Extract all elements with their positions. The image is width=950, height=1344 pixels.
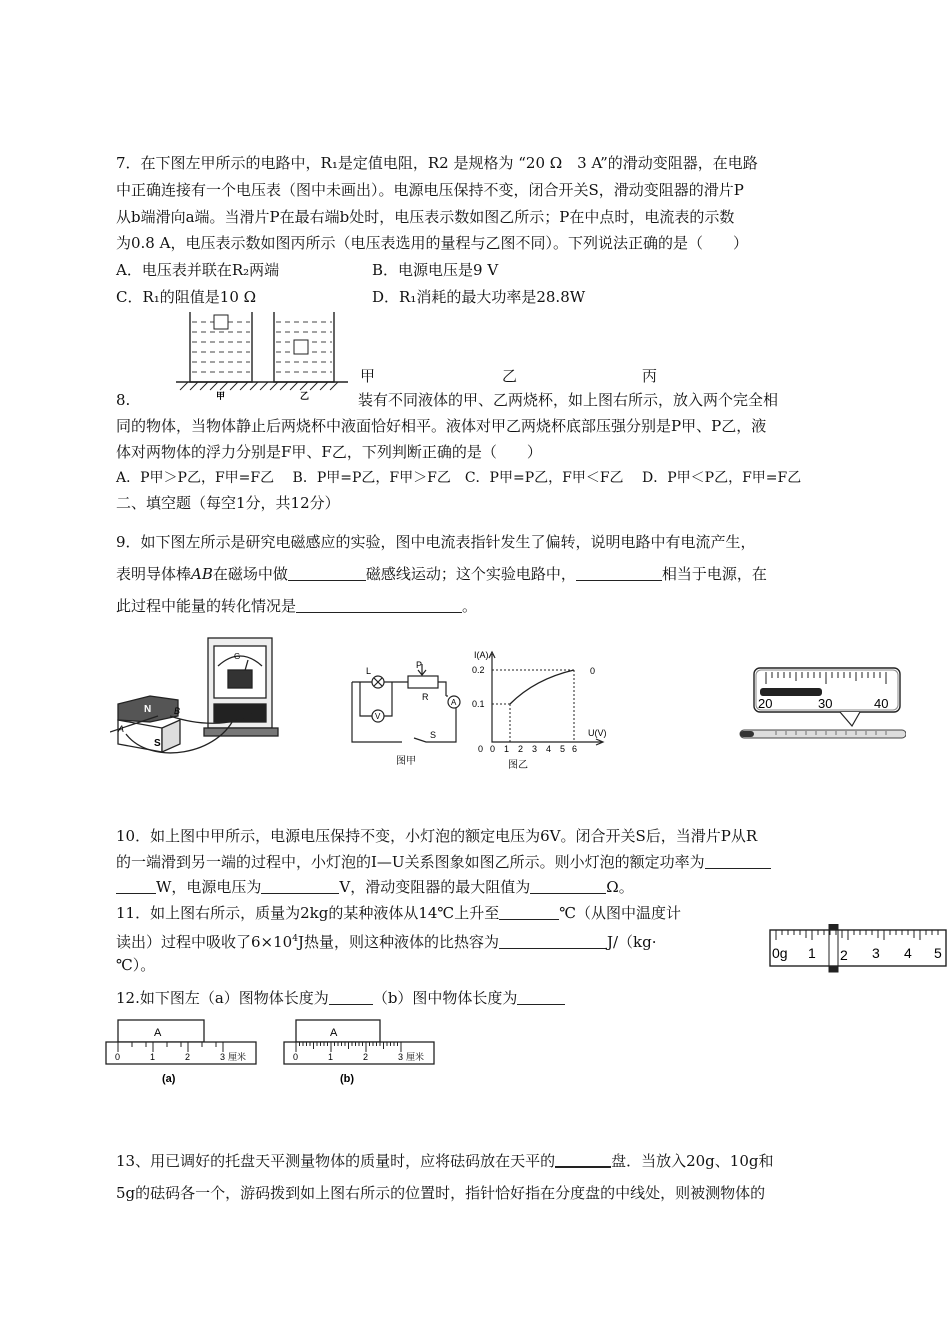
circuit-l: L: [366, 666, 372, 676]
ruler-b-tick-1: 1: [328, 1052, 334, 1062]
q13-line-2: 5g的砝码各一个，游码拨到如上图右所示的位置时，指针恰好指在分度盘的中线处，则被测物体的: [116, 1184, 766, 1202]
ruler-b-tick-0: 0: [293, 1052, 299, 1062]
rider-tick-1: 1: [808, 945, 816, 961]
rod-a: A: [118, 724, 125, 734]
thermometer-liquid: [760, 688, 822, 696]
q9-text-a: 表明导体棒: [116, 565, 192, 583]
q9-ab: AB: [191, 565, 213, 583]
rider-tick-4: 4: [904, 945, 912, 961]
q12-blank-a[interactable]: [329, 989, 373, 1005]
object-in-beaker-yi: [294, 340, 308, 354]
graph-xtick-1: 1: [504, 744, 510, 754]
q9-text-c: 在磁场中做: [212, 565, 288, 583]
ruler-a-tick-2: 2: [185, 1052, 191, 1062]
q12-line: [116, 988, 565, 1008]
ruler-a-unit: 厘米: [228, 1052, 247, 1062]
q9-line-3: [116, 596, 477, 616]
q8-options: A．P甲＞P乙，F甲=F乙 B．P甲=P乙，F甲＞F乙 C．P甲=P乙，F甲＜F乙 D．P甲＜P乙，F甲=F乙: [116, 470, 802, 486]
q9-blank-2[interactable]: [576, 565, 662, 581]
q9-text-e: 相当于电源，在: [661, 565, 767, 583]
rider-bottom: [829, 966, 838, 972]
caption-jia: 图甲: [396, 756, 416, 767]
thermometer-figure: [736, 662, 906, 748]
q13-line-1: [116, 1151, 773, 1171]
graph-xtick-0: 0: [490, 744, 496, 754]
q10-line-2: [116, 852, 771, 872]
q8-number: 8.: [116, 391, 131, 409]
graph-xtick-2: 2: [518, 744, 524, 754]
ruler-b-unit: 厘米: [406, 1052, 425, 1062]
rider-tick-5: 5: [934, 945, 942, 961]
graph-zero-right: 0: [590, 666, 596, 676]
q13-text-b: 盘．当放入20g、10g和: [611, 1152, 774, 1170]
q7-option-b: B．电源电压是9 V: [372, 261, 499, 279]
section-2-heading: 二、填空题（每空1分，共12分）: [116, 494, 340, 512]
graph-ytick-0-2: 0.2: [472, 665, 485, 675]
q10-text-b: W，电源电压为: [156, 878, 262, 896]
q7-line-4: 为0.8 A，电压表示数如图丙所示（电压表选用的量程与乙图不同）。下列说法正确的是（ ）: [116, 234, 748, 252]
graph-xtick-5: 5: [560, 744, 566, 754]
q7-line-2: 中正确连接有一个电压表（图中未画出）。电源电压保持不变，闭合开关S，滑动变阻器的滑片P: [116, 181, 744, 199]
q11-text-d: J热量，则这种液体的比热容为: [297, 933, 499, 951]
iu-graph: [466, 648, 616, 770]
q7-option-a: A．电压表并联在R₂两端: [116, 261, 280, 279]
q10-line-3: [116, 877, 634, 897]
q11-text-a: 11．如上图右所示，质量为2kg的某种液体从14℃上升至: [116, 904, 500, 922]
ruler-b-figure: [282, 1016, 438, 1088]
q13-text-a: 13、用已调好的托盘天平测量物体的质量时，应将砝码放在天平的: [116, 1152, 556, 1170]
q11-text-e: J/（kg·: [606, 933, 657, 951]
ruler-a-figure: [104, 1016, 260, 1088]
label-bing: 丙: [642, 367, 658, 385]
rider-tick-3: 3: [872, 945, 880, 961]
q12-text-b: （b）图中物体长度为: [372, 989, 518, 1007]
q8-line-3: 体对两物体的浮力分别是F甲、F乙，下列判断正确的是（ ）: [116, 443, 542, 461]
beaker-label-jia: 甲: [216, 391, 226, 400]
q7-option-d: D．R₁消耗的最大功率是28.8W: [372, 288, 586, 306]
q10-line-1: 10．如上图中甲所示，电源电压保持不变，小灯泡的额定电压为6V。闭合开关S后，当滑片P从R: [116, 827, 758, 845]
thermo-tick-20: 20: [758, 696, 773, 711]
balance-rider-scale: [768, 924, 948, 974]
q9-text-g: 。: [462, 597, 478, 615]
object-in-beaker-jia: [214, 315, 228, 329]
label-yi: 乙: [502, 367, 518, 385]
circuit-diagram: [346, 660, 462, 770]
circuit-s: S: [430, 730, 437, 740]
q9-blank-1[interactable]: [288, 565, 366, 581]
q13-blank-1[interactable]: [555, 1151, 611, 1168]
q9-line-1: 9．如下图左所示是研究电磁感应的实验，图中电流表指针发生了偏转，说明电路中有电流产生，: [116, 533, 756, 551]
rod-b: B: [174, 706, 181, 716]
q11-line-2: [116, 929, 656, 952]
caption-yi: 图乙: [508, 760, 528, 770]
magnet-s: S: [154, 738, 161, 749]
thermo-tick-40: 40: [874, 696, 889, 711]
q11-line-1: [116, 903, 681, 923]
q10-blank-1b[interactable]: [116, 878, 156, 894]
q9-text-d: 磁感线运动；这个实验电路中，: [365, 565, 576, 583]
circuit-a: A: [451, 698, 457, 707]
q10-text-a: 的一端滑到另一端的过程中，小灯泡的I—U关系图象如图乙所示。则小灯泡的额定功率为: [116, 853, 705, 871]
ruler-b-block: [296, 1020, 380, 1042]
ruler-b-tick-2: 2: [363, 1052, 369, 1062]
ruler-a-tick-3: 3: [220, 1052, 226, 1062]
beaker-label-yi: 乙: [300, 391, 310, 400]
q11-blank-1[interactable]: [499, 904, 559, 920]
ruler-b-block-label: A: [330, 1027, 338, 1039]
label-jia: 甲: [360, 367, 376, 385]
q11-exponent: 4: [292, 934, 298, 944]
ruler-a-tick-0: 0: [115, 1052, 121, 1062]
q7-line-3: 从b端滑向a端。当滑片P在最右端b处时，电压表示数如图乙所示；P在中点时，电流表的示数: [116, 208, 735, 226]
q7-line-1: 7．在下图左甲所示的电路中，R₁是定值电阻，R2 是规格为 “20 Ω 3 A”的滑动变阻器，在电路: [116, 154, 758, 172]
rider-tick-2: 2: [840, 947, 848, 963]
q10-blank-3[interactable]: [530, 878, 606, 894]
ruler-b-tick-3: 3: [398, 1052, 404, 1062]
q9-text-f: 此过程中能量的转化情况是: [116, 597, 297, 615]
induction-figure: [110, 636, 300, 768]
ruler-a-block-label: A: [154, 1027, 162, 1039]
q11-text-c: 读出）过程中吸收了6×10: [116, 933, 293, 951]
q9-line-2: [116, 564, 767, 584]
q10-text-d: Ω。: [606, 878, 634, 896]
graph-ylabel: I(A): [474, 650, 489, 660]
q9-blank-3[interactable]: [296, 597, 462, 613]
q10-text-c: V，滑动变阻器的最大阻值为: [339, 878, 531, 896]
circuit-v: V: [375, 712, 381, 721]
rider-top: [829, 924, 838, 930]
q8-line-1: 装有不同液体的甲、乙两烧杯，如上图右所示，放入两个完全相: [358, 391, 779, 409]
ruler-b-caption: (b): [340, 1073, 355, 1085]
q10-blank-2[interactable]: [261, 878, 339, 894]
q11-line-3: ℃）。: [116, 956, 156, 974]
ruler-a-caption: (a): [162, 1073, 176, 1085]
q11-text-b: ℃（从图中温度计: [559, 904, 681, 922]
q8-line-2: 同的物体，当物体静止后两烧杯中液面恰好相平。液体对甲乙两烧杯底部压强分别是P甲、P乙，液: [116, 417, 767, 435]
graph-xlabel: U(V): [588, 728, 607, 738]
graph-ytick-0: 0: [478, 744, 484, 754]
graph-xtick-4: 4: [546, 744, 552, 754]
q12-blank-b[interactable]: [517, 989, 565, 1005]
graph-ytick-0-1: 0.1: [472, 699, 485, 709]
beakers-figure: [176, 308, 348, 400]
rider-tick-0g: 0g: [772, 945, 788, 961]
ruler-a-tick-1: 1: [150, 1052, 156, 1062]
q10-blank-1a[interactable]: [705, 853, 771, 869]
q12-text-a: 12.如下图左（a）图物体长度为: [116, 989, 329, 1007]
q11-blank-2[interactable]: [499, 933, 607, 949]
thermo-tick-30: 30: [818, 696, 833, 711]
magnet-n: N: [144, 704, 152, 715]
galvanometer-g: G: [234, 652, 241, 661]
graph-xtick-6: 6: [572, 744, 578, 754]
circuit-r: R: [422, 692, 429, 702]
circuit-p: P: [416, 660, 423, 670]
graph-xtick-3: 3: [532, 744, 538, 754]
q7-option-c: C．R₁的阻值是10 Ω: [116, 288, 257, 306]
